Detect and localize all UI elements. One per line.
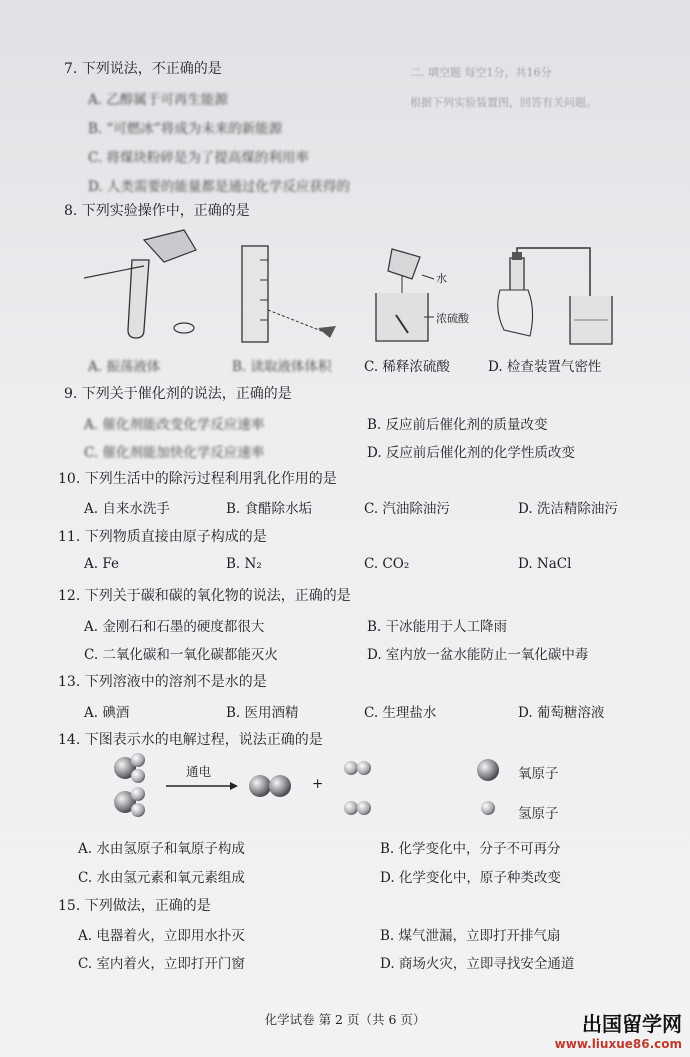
legend-oxygen-atom: [477, 759, 499, 781]
q8-option-d: D. 检查装置气密性: [488, 359, 602, 375]
q11-option-a: A. Fe: [84, 556, 119, 572]
question-14-stem: 14. 下图表示水的电解过程，说法正确的是: [58, 732, 323, 748]
q14-plus: +: [312, 776, 324, 792]
question-10-stem: 10. 下列生活中的除污过程利用乳化作用的是: [58, 471, 337, 487]
q11-option-d: D. NaCl: [518, 556, 572, 572]
q9-option-d: D. 反应前后催化剂的化学性质改变: [367, 445, 575, 461]
q13-option-d: D. 葡萄糖溶液: [518, 705, 605, 721]
q14-option-a: A. 水由氢原子和氧原子构成: [78, 841, 245, 857]
q14-option-d: D. 化学变化中，原子种类改变: [380, 870, 561, 886]
legend-hydrogen-atom: [481, 801, 495, 815]
q9-option-c: C. 催化剂能加快化学反应速率: [84, 445, 265, 461]
q15-option-b: B. 煤气泄漏，立即打开排气扇: [380, 928, 561, 944]
bleed-text: 二. 填空题 每空1分，共16分: [410, 66, 552, 79]
watermark-name: 出国留学网: [582, 1012, 682, 1036]
q12-option-d: D. 室内放一盆水能防止一氧化碳中毒: [367, 647, 589, 663]
q10-option-d: D. 洗洁精除油污: [518, 501, 618, 517]
q15-option-d: D. 商场火灾，立即寻找安全通道: [380, 956, 575, 972]
question-15-stem: 15. 下列做法，正确的是: [58, 898, 211, 914]
q12-option-a: A. 金刚石和石墨的硬度都很大: [84, 619, 265, 635]
question-13-stem: 13. 下列溶液中的溶剂不是水的是: [58, 674, 267, 690]
q8-figure-d: [490, 240, 620, 350]
q11-option-c: C. CO₂: [364, 556, 410, 572]
site-watermark: [555, 1008, 682, 1051]
question-11-stem: 11. 下列物质直接由原子构成的是: [58, 529, 267, 545]
q14-legend-hydrogen: 氢原子: [518, 806, 559, 822]
q14-option-b: B. 化学变化中，分子不可再分: [380, 841, 561, 857]
q8-figure-c: [362, 245, 492, 345]
q13-option-a: A. 碘酒: [84, 705, 130, 721]
q10-option-b: B. 食醋除水垢: [226, 501, 313, 517]
q8-option-b: B. 读取液体体积: [232, 359, 332, 375]
q13-option-b: B. 医用酒精: [226, 705, 299, 721]
q8-label-acid: 浓硫酸: [436, 312, 469, 325]
q15-option-a: A. 电器着火，立即用水扑灭: [78, 928, 245, 944]
q7-option-d: D. 人类需要的能量都是通过化学反应获得的: [88, 179, 350, 195]
q8-label-water: 水: [436, 272, 447, 285]
q13-option-c: C. 生理盐水: [364, 705, 437, 721]
q14-legend-oxygen: 氧原子: [518, 766, 559, 782]
page-footer: 化学试卷 第 2 页（共 6 页）: [264, 1012, 426, 1027]
watermark-url: www.liuxue86.com: [554, 1037, 682, 1051]
q7-option-a: A. 乙醇属于可再生能源: [88, 92, 228, 108]
q8-figure-b: [232, 240, 342, 345]
q10-option-c: C. 汽油除油污: [364, 501, 450, 517]
question-7-stem: 7. 下列说法，不正确的是: [64, 61, 222, 77]
q14-arrow-label: 通电: [186, 764, 212, 779]
water-molecule-top: [114, 753, 145, 783]
q9-option-b: B. 反应前后催化剂的质量改变: [367, 417, 548, 433]
bleed-text-2: 根据下列实验装置图，回答有关问题。: [410, 96, 597, 109]
q10-option-a: A. 自来水洗手: [84, 501, 170, 517]
q12-option-c: C. 二氧化碳和一氧化碳都能灭火: [84, 647, 278, 663]
q8-option-c: C. 稀释浓硫酸: [364, 359, 450, 375]
q15-option-c: C. 室内着火，立即打开门窗: [78, 956, 245, 972]
q11-option-b: B. N₂: [226, 556, 262, 572]
q14-option-c: C. 水由氢元素和氧元素组成: [78, 870, 245, 886]
q8-figure-a: [84, 220, 224, 345]
q7-option-c: C. 将煤块粉碎是为了提高煤的利用率: [88, 150, 309, 166]
q7-option-b: B. “可燃冰”将成为未来的新能源: [88, 121, 283, 137]
question-9-stem: 9. 下列关于催化剂的说法，正确的是: [64, 386, 292, 402]
question-12-stem: 12. 下列关于碳和碳的氧化物的说法，正确的是: [58, 588, 351, 604]
q9-option-a: A. 催化剂能改变化学反应速率: [84, 417, 265, 433]
question-8-stem: 8. 下列实验操作中，正确的是: [64, 203, 250, 219]
water-molecule-bottom: [114, 787, 145, 817]
q12-option-b: B. 干冰能用于人工降雨: [367, 619, 508, 635]
q8-option-a: A. 振荡液体: [88, 359, 161, 375]
